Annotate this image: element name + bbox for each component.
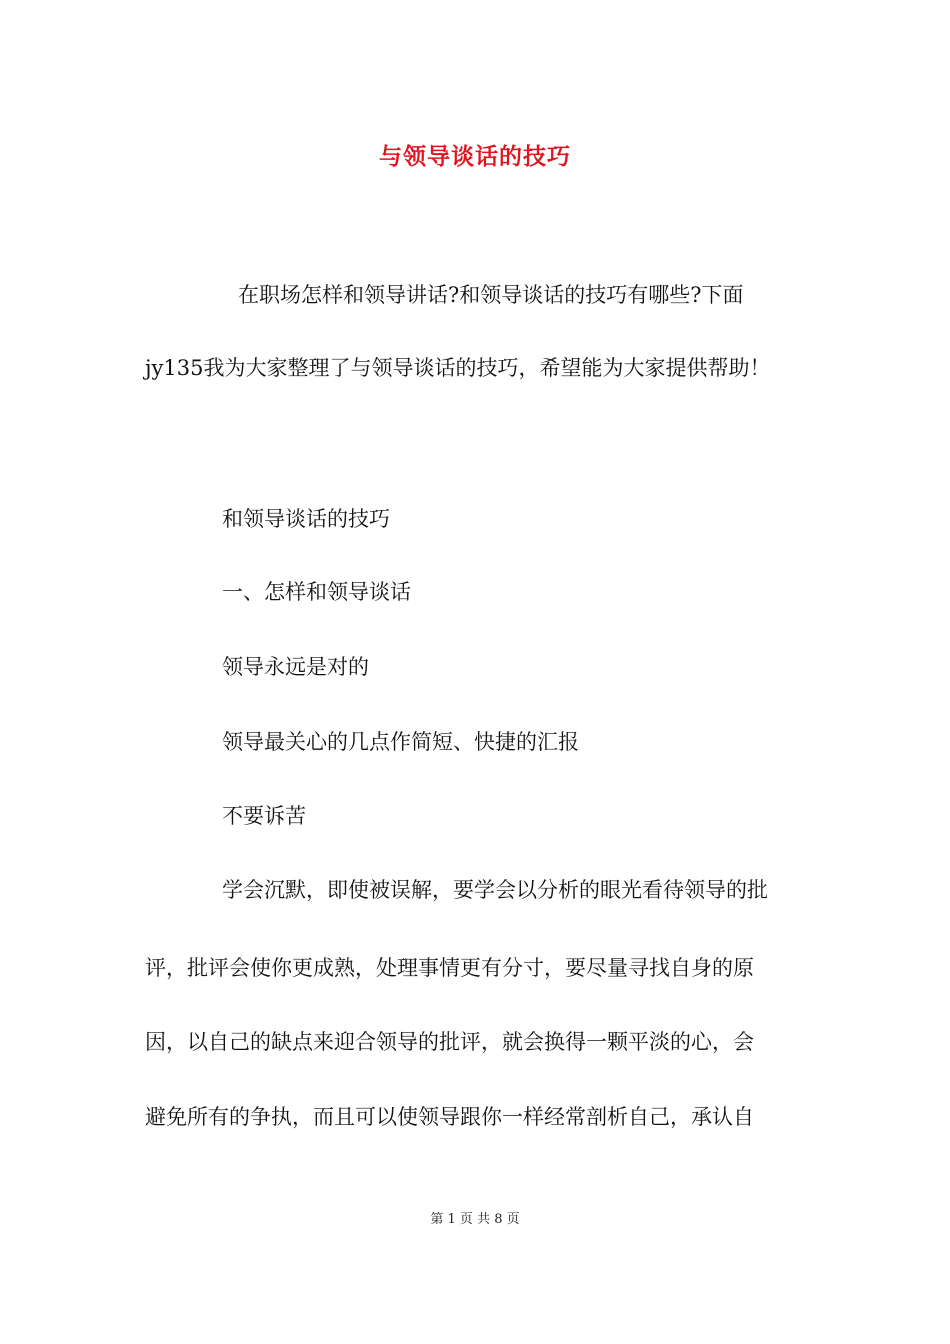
intro-line-2: jy135我为大家整理了与领导谈话的技巧，希望能为大家提供帮助！ [145, 356, 771, 380]
point-brief-report: 领导最关心的几点作简短、快捷的汇报 [222, 730, 579, 754]
document-title: 与领导谈话的技巧 [379, 143, 571, 170]
section-heading-tips: 和领导谈话的技巧 [222, 507, 390, 531]
page-footer: 第 1 页 共 8 页 [430, 1212, 520, 1227]
intro-line-1: 在职场怎样和领导讲话?和领导谈话的技巧有哪些?下面 [238, 283, 744, 307]
body-line-2: 评，批评会使你更成熟，处理事情更有分寸，要尽量寻找自身的原 [145, 956, 754, 980]
body-line-1: 学会沉默，即使被误解，要学会以分析的眼光看待领导的批 [222, 878, 768, 902]
body-line-4: 避免所有的争执，而且可以使领导跟你一样经常剖析自己，承认自 [145, 1105, 754, 1129]
point-leader-always-right: 领导永远是对的 [222, 655, 369, 679]
body-line-3: 因，以自己的缺点来迎合领导的批评，就会换得一颗平淡的心，会 [145, 1030, 754, 1054]
point-no-complaining: 不要诉苦 [222, 804, 306, 828]
section-heading-one: 一、怎样和领导谈话 [222, 580, 411, 604]
